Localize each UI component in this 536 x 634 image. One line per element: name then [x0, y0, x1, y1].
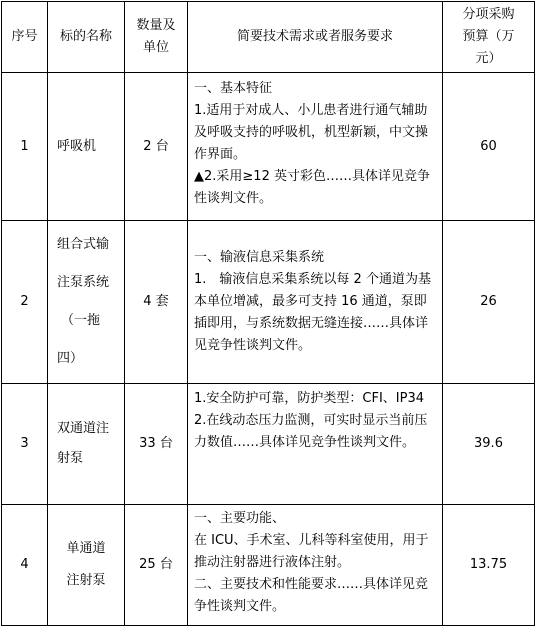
header-budget-line-3: 元） [475, 51, 502, 66]
cell-name-line: （一拖 [61, 313, 101, 328]
cell-requirements [188, 384, 443, 505]
req-line: 一、基本特征 [194, 81, 273, 96]
req-line: 1.安全防护可靠，防护类型：CFⅠ、IP34 [194, 391, 425, 406]
procurement-table [1, 1, 535, 626]
cell-qty: 4 套 [125, 221, 188, 384]
cell-name-line: 四） [57, 351, 84, 366]
cell-name [48, 505, 125, 626]
cell-name-line: 单通道 [66, 541, 106, 556]
header-qty-line-1: 数量及 [136, 18, 176, 33]
table-row [2, 505, 535, 626]
cell-qty: 33 台 [125, 384, 188, 505]
cell-name-line: 射泵 [57, 451, 84, 466]
cell-name-line: 组合式输 [57, 237, 110, 252]
header-budget-line-2: 预算（万 [462, 29, 515, 44]
table-row [2, 384, 535, 505]
cell-name-line: 注射泵 [66, 573, 106, 588]
table-row [2, 73, 535, 221]
cell-qty: 25 台 [125, 505, 188, 626]
cell-name-line: 注泵系统 [57, 275, 110, 290]
header-requirements: 简要技术需求或者服务要求 [188, 2, 443, 73]
cell-requirements [188, 221, 443, 384]
cell-name-line: 呼吸机 [57, 138, 97, 154]
header-seq: 序号 [2, 2, 48, 73]
header-qty-line-2: 单位 [142, 40, 169, 55]
req-line: 一、主要功能、 [194, 511, 286, 526]
cell-requirements [188, 73, 443, 221]
cell-seq: 3 [2, 384, 48, 505]
header-row [2, 2, 535, 73]
req-line: 2.在线动态压力监测，可实时显示当前压力数值……具体详见竞争性谈判文件。 [194, 413, 428, 450]
cell-budget: 39.6 [443, 384, 535, 505]
req-line: 1.适用于对成人、小儿患者进行通气辅助及呼吸支持的呼吸机，机型新颖，中文操作界面。 [194, 103, 429, 162]
header-name: 标的名称 [48, 2, 125, 73]
cell-name [48, 384, 125, 505]
req-line: 在 ICU、手术室、儿科等科室使用，用于推动注射器进行液体注射。 [194, 533, 429, 570]
cell-name [48, 73, 125, 221]
cell-name-line: 双通道注 [57, 421, 110, 436]
req-line: 一、输液信息采集系统 [194, 250, 325, 265]
cell-budget: 13.75 [443, 505, 535, 626]
cell-budget: 26 [443, 221, 535, 384]
cell-seq: 1 [2, 73, 48, 221]
req-line: 1. 输液信息采集系统以每 2 个通道为基本单位增减，最多可支持 16 通道，泵即插即用，与系统数据无缝连接……具体详见竞争性谈判文件。 [194, 272, 431, 353]
cell-budget: 60 [443, 73, 535, 221]
req-line: 二、主要技术和性能要求……具体详见竞争性谈判文件。 [194, 577, 429, 614]
cell-seq: 2 [2, 221, 48, 384]
table-row [2, 221, 535, 384]
cell-seq: 4 [2, 505, 48, 626]
header-budget-line-1: 分项采购 [462, 7, 515, 22]
header-qty [125, 2, 188, 73]
req-line: ▲2.采用≥12 英寸彩色……具体详见竞争性谈判文件。 [194, 169, 430, 206]
cell-qty: 2 台 [125, 73, 188, 221]
header-budget [443, 2, 535, 73]
cell-requirements [188, 505, 443, 626]
cell-name [48, 221, 125, 384]
